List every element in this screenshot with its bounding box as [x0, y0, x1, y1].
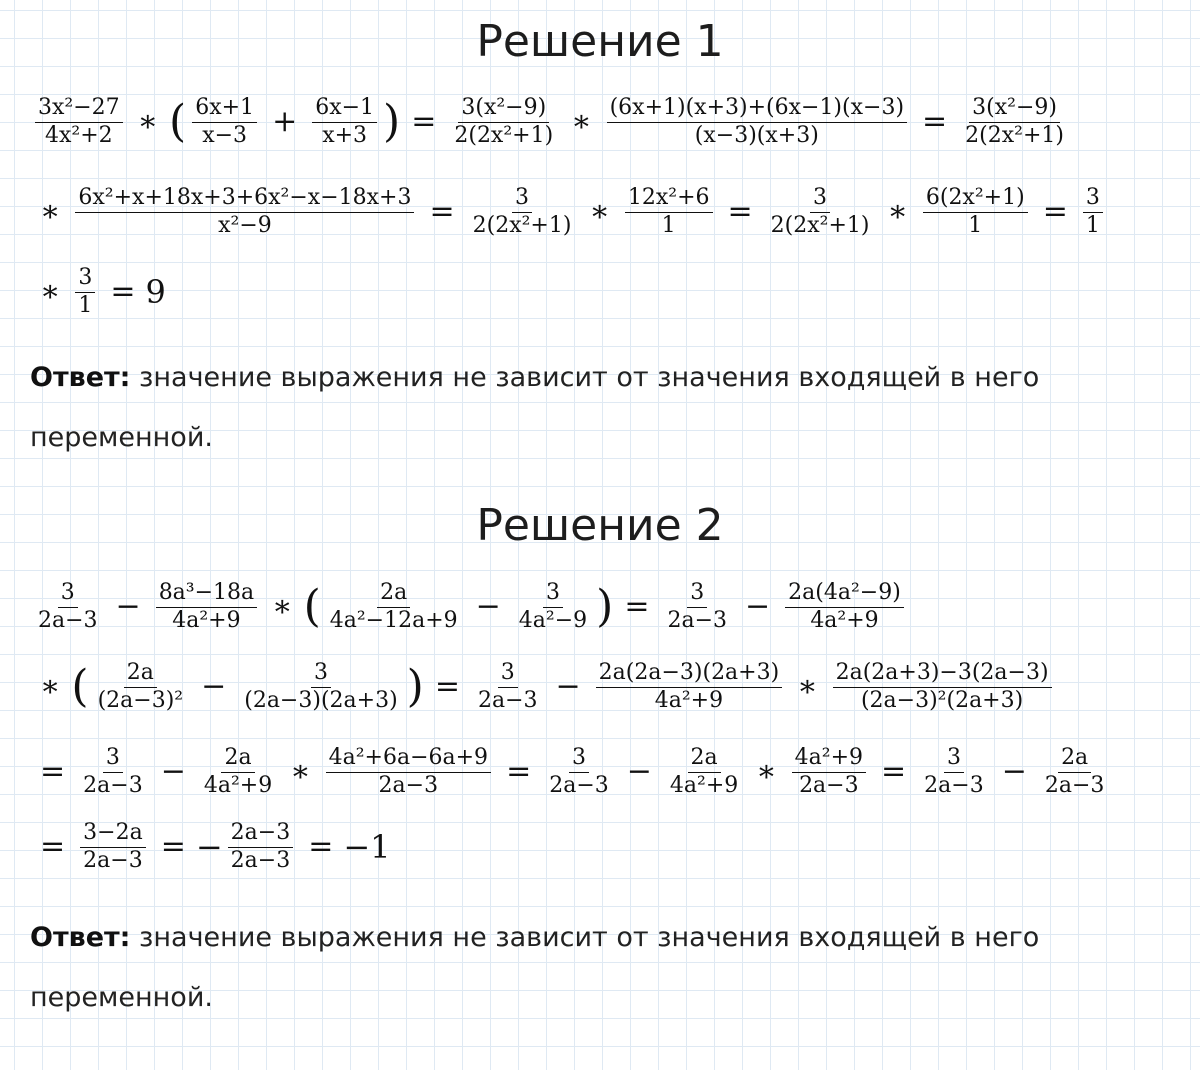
- numerator: 6(2x²+1): [923, 185, 1028, 213]
- numerator: 4a²+9: [792, 745, 866, 773]
- fraction: [201, 745, 275, 800]
- fraction: [35, 580, 101, 635]
- denominator: (2a−3)²: [97, 687, 184, 713]
- denominator: 2(2x²+1): [472, 212, 572, 238]
- answer-text: значение выражения не зависит от значения входящей в него переменной.: [30, 922, 1040, 1013]
- fraction: [546, 745, 612, 800]
- numerator: 3(x²−9): [969, 95, 1060, 123]
- numerator: 3−2a: [80, 820, 146, 848]
- fraction: [326, 745, 491, 800]
- fraction: [664, 580, 730, 635]
- math-term: −: [195, 828, 223, 867]
- numerator: 3: [543, 580, 563, 608]
- denominator: 2a−3: [378, 772, 439, 798]
- solution-1-line-3: [30, 265, 166, 320]
- fraction: [475, 660, 541, 715]
- operator: ∗: [272, 589, 293, 625]
- solution-1-line-1: [30, 95, 1072, 150]
- denominator: 2a−3: [38, 607, 98, 633]
- fraction: [75, 265, 95, 320]
- denominator: x−3: [202, 122, 248, 148]
- numerator: 3x²−27: [35, 95, 123, 123]
- denominator: 4a²−12a+9: [329, 607, 458, 633]
- parenthesis: (: [71, 661, 89, 713]
- solution-1-answer: [30, 348, 1170, 468]
- operator: =: [40, 829, 66, 865]
- operator: −: [555, 669, 581, 705]
- numerator: 6x−1: [312, 95, 377, 123]
- fraction: [625, 185, 713, 240]
- fraction: [228, 820, 294, 875]
- numerator: 2a: [1058, 745, 1091, 773]
- denominator: 1: [661, 212, 676, 238]
- operator: −: [201, 669, 227, 705]
- operator: ∗: [137, 104, 159, 140]
- numerator: 3(x²−9): [458, 95, 549, 123]
- fraction: [962, 95, 1067, 150]
- denominator: 4x²+2: [45, 122, 113, 148]
- parenthesis: ): [383, 96, 401, 148]
- denominator: 2a−3: [549, 772, 609, 798]
- numerator: 3: [311, 660, 331, 688]
- solution-2-line-2: [30, 660, 1057, 715]
- numerator: 2a(2a−3)(2a+3): [596, 660, 783, 688]
- denominator: 4a²−9: [518, 607, 588, 633]
- denominator: 1: [968, 212, 983, 238]
- fraction: [80, 820, 146, 875]
- denominator: 4a²+9: [810, 607, 879, 633]
- denominator: (2a−3)²(2a+3): [860, 687, 1024, 713]
- denominator: 2a−3: [1044, 772, 1105, 798]
- operator: −: [115, 589, 141, 625]
- numerator: 2a: [377, 580, 410, 608]
- operator: ∗: [40, 274, 61, 310]
- operator: ∗: [290, 754, 311, 790]
- denominator: 2(2x²+1): [770, 212, 870, 238]
- operator: =: [1042, 194, 1068, 230]
- solution-2-line-4: [30, 820, 391, 875]
- denominator: 4a²+9: [203, 772, 273, 798]
- numerator: 2a: [124, 660, 157, 688]
- numerator: 2a(4a²−9): [785, 580, 904, 608]
- fraction: [192, 95, 257, 150]
- answer-label: Ответ:: [30, 362, 131, 393]
- numerator: (6x+1)(x+3)+(6x−1)(x−3): [607, 95, 907, 123]
- operator: =: [308, 829, 334, 865]
- operator: =: [434, 669, 460, 705]
- denominator: 2a−3: [230, 847, 291, 873]
- fraction: [75, 185, 414, 240]
- fraction: [95, 660, 187, 715]
- answer-label: Ответ:: [30, 922, 131, 953]
- numerator: 6x+1: [192, 95, 257, 123]
- fraction: [241, 660, 400, 715]
- fraction: [785, 580, 904, 635]
- operator: ∗: [887, 194, 908, 230]
- numerator: 2a: [688, 745, 721, 773]
- numerator: 3: [512, 185, 532, 213]
- operator: =: [411, 104, 437, 140]
- numerator: 2a(2a+3)−3(2a−3): [833, 660, 1052, 688]
- operator: ∗: [797, 669, 818, 705]
- denominator: 4a²+9: [654, 687, 724, 713]
- operator: ∗: [40, 194, 61, 230]
- numerator: 3: [569, 745, 589, 773]
- denominator: 2(2x²+1): [454, 122, 554, 148]
- denominator: 2a−3: [799, 772, 859, 798]
- fraction: [327, 580, 461, 635]
- numerator: 6x²+x+18x+3+6x²−x−18x+3: [75, 185, 414, 213]
- operator: ∗: [571, 104, 592, 140]
- denominator: 2a−3: [83, 847, 143, 873]
- operator: =: [922, 104, 948, 140]
- operator: =: [881, 754, 907, 790]
- fraction: [80, 745, 146, 800]
- fraction: [1042, 745, 1108, 800]
- fraction: [451, 95, 556, 150]
- fraction: [156, 580, 257, 635]
- operator: ∗: [40, 669, 61, 705]
- fraction: [35, 95, 123, 150]
- fraction: [792, 745, 866, 800]
- numerator: 3: [944, 745, 964, 773]
- fraction: [516, 580, 590, 635]
- parenthesis: (: [169, 96, 187, 148]
- operator: =: [506, 754, 532, 790]
- denominator: 2a−3: [667, 607, 728, 633]
- numerator: 3: [75, 265, 95, 293]
- numerator: 3: [1083, 185, 1103, 213]
- solution-2-title: Решение 2: [476, 500, 724, 551]
- solution-1-title: Решение 1: [476, 16, 724, 67]
- parenthesis: (: [303, 581, 321, 633]
- denominator: 1: [1085, 212, 1100, 238]
- denominator: (2a−3)(2a+3): [244, 687, 398, 713]
- denominator: 4a²+9: [669, 772, 739, 798]
- operator: −: [160, 754, 186, 790]
- operator: −: [626, 754, 652, 790]
- fraction: [833, 660, 1052, 715]
- denominator: 4a²+9: [172, 607, 241, 633]
- operator: ∗: [756, 754, 777, 790]
- solution-2-answer: [30, 908, 1170, 1028]
- fraction: [312, 95, 377, 150]
- fraction: [470, 185, 575, 240]
- numerator: 2a: [221, 745, 254, 773]
- parenthesis: ): [596, 581, 614, 633]
- fraction: [1083, 185, 1103, 240]
- denominator: 1: [78, 292, 93, 318]
- fraction: [596, 660, 783, 715]
- denominator: 2(2x²+1): [965, 122, 1064, 148]
- denominator: x²−9: [218, 212, 272, 238]
- operator: +: [272, 104, 298, 140]
- numerator: 3: [498, 660, 518, 688]
- numerator: 12x²+6: [625, 185, 713, 213]
- math-term: −1: [343, 828, 391, 867]
- operator: =: [110, 274, 136, 310]
- numerator: 3: [103, 745, 123, 773]
- answer-text: значение выражения не зависит от значения входящей в него переменной.: [30, 362, 1040, 453]
- operator: −: [745, 589, 771, 625]
- operator: =: [40, 754, 66, 790]
- fraction: [921, 745, 987, 800]
- operator: ∗: [589, 194, 610, 230]
- numerator: 3: [687, 580, 707, 608]
- numerator: 2a−3: [228, 820, 294, 848]
- operator: =: [160, 829, 186, 865]
- numerator: 3: [58, 580, 78, 608]
- denominator: (x−3)(x+3): [694, 122, 819, 148]
- denominator: 2a−3: [924, 772, 984, 798]
- numerator: 4a²+6a−6a+9: [326, 745, 491, 773]
- numerator: 8a³−18a: [156, 580, 257, 608]
- fraction: [923, 185, 1028, 240]
- fraction: [607, 95, 907, 150]
- denominator: 2a−3: [83, 772, 143, 798]
- solution-2-line-3: [30, 745, 1112, 800]
- operator: −: [1001, 754, 1027, 790]
- operator: −: [475, 589, 501, 625]
- operator: =: [429, 194, 455, 230]
- parenthesis: ): [406, 661, 424, 713]
- denominator: 2a−3: [477, 687, 538, 713]
- solution-1-line-2: [30, 185, 1108, 240]
- math-term: 9: [145, 273, 166, 312]
- operator: =: [624, 589, 650, 625]
- operator: =: [727, 194, 753, 230]
- fraction: [768, 185, 873, 240]
- fraction: [667, 745, 741, 800]
- numerator: 3: [810, 185, 830, 213]
- denominator: x+3: [322, 122, 368, 148]
- solution-2-line-1: [30, 580, 909, 635]
